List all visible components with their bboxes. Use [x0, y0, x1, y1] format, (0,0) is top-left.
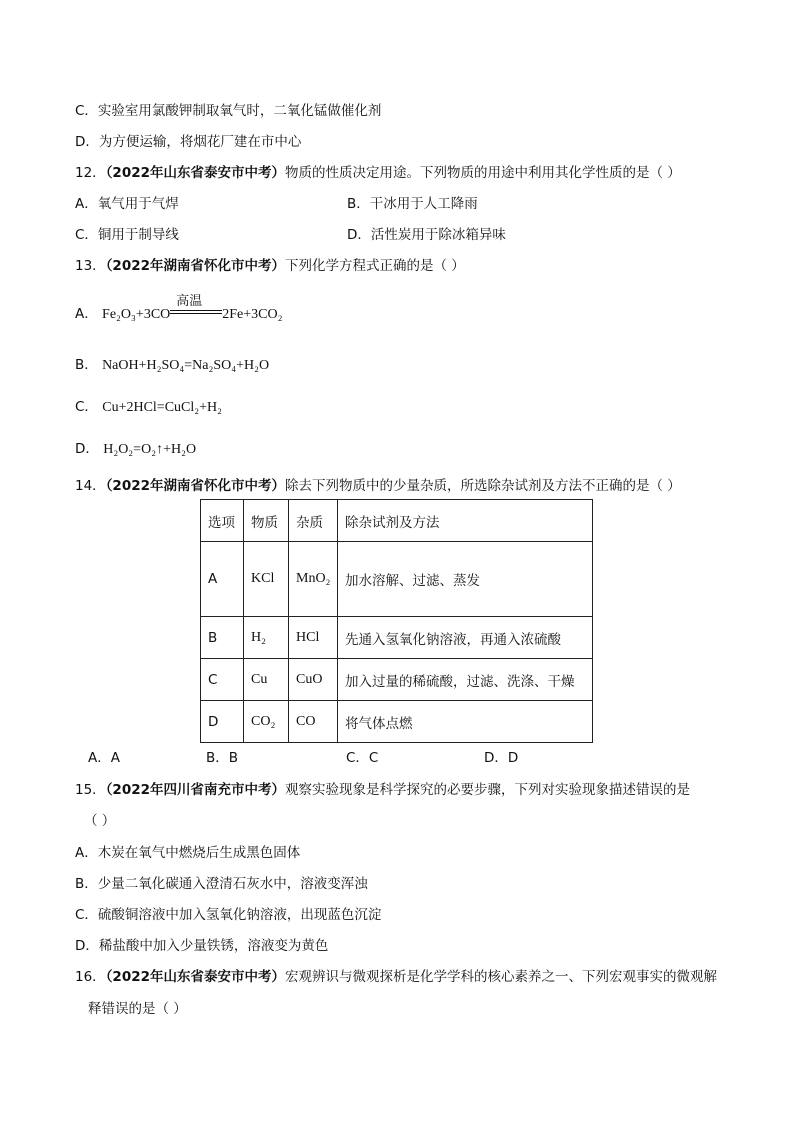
q14-option-a: A．A [88, 750, 120, 766]
table-cell: 先通入氢氧化钠溶液，再通入浓硫酸 [338, 617, 593, 659]
q14-stem: 除去下列物质中的少量杂质，所选除杂试剂及方法不正确的是（ ） [285, 478, 681, 494]
q15-answer-paren: （ ） [84, 813, 116, 829]
table-header-row [201, 500, 593, 542]
q13-option-b-equation: NaOH+H₂SO₄=Na₂SO₄+H₂O [102, 358, 270, 373]
q16-number: 16． [75, 969, 106, 985]
q13-option-b [75, 355, 269, 376]
table-cell: 将气体点燃 [338, 701, 593, 743]
q16-stem-continued: 释错误的是（ ） [88, 1001, 187, 1017]
q16-stem: 宏观辨识与微观探析是化学学科的核心素养之一、下列宏观事实的微观解 [285, 969, 718, 985]
table-cell: H₂ [244, 617, 289, 659]
q12-stem: 物质的性质决定用途。下列物质的用途中利用其化学性质的是（ ） [285, 165, 681, 181]
table-cell: 加水溶解、过滤、蒸发 [338, 542, 593, 617]
q14-option-c: C．C [346, 750, 379, 766]
q12-option-a: A．氧气用于气焊 [75, 196, 179, 212]
table-cell: CuO [289, 659, 338, 701]
reaction-condition-text: 高温 [176, 294, 203, 309]
q14-option-d: D．D [484, 750, 519, 766]
table-header-cell: 杂质 [289, 500, 338, 542]
q14-source: （2022年湖南省怀化市中考） [105, 478, 286, 494]
table-row [201, 701, 593, 743]
table-cell: B [201, 617, 244, 659]
q16-stem-line [75, 967, 717, 987]
q13-stem-line [75, 256, 465, 276]
table-cell: D [201, 701, 244, 743]
equals-bar-bottom [170, 313, 222, 314]
q13-option-d-equation: H₂O₂=O₂↑+H₂O [103, 442, 197, 457]
impurity-removal-table [200, 499, 593, 743]
q13-option-c-equation: Cu+2HCl=CuCl₂+H₂ [102, 400, 223, 415]
q13-source: （2022年湖南省怀化市中考） [105, 258, 286, 274]
table-cell: 加入过量的稀硫酸，过滤、洗涤、干燥 [338, 659, 593, 701]
q13-option-a-reactants: Fe₂O₃+3CO [102, 307, 171, 322]
q12-option-c: C．铜用于制导线 [75, 227, 179, 243]
q15-option-a: A．木炭在氧气中燃烧后生成黑色固体 [75, 845, 301, 861]
table-cell: CO₂ [244, 701, 289, 743]
q15-stem: 观察实验现象是科学探究的必要步骤，下列对实验现象描述错误的是 [285, 782, 691, 798]
q12-option-d: D．活性炭用于除冰箱异味 [347, 227, 506, 243]
table-row [201, 617, 593, 659]
table-row [201, 542, 593, 617]
table-cell: C [201, 659, 244, 701]
q13-option-a [75, 294, 283, 325]
table-header-cell: 物质 [244, 500, 289, 542]
q13-stem: 下列化学方程式正确的是（ ） [285, 258, 465, 274]
table-cell: MnO₂ [289, 542, 338, 617]
q15-number: 15． [75, 782, 106, 798]
q13-option-a-products: 2Fe+3CO₂ [222, 307, 283, 322]
reaction-condition-arrow [170, 294, 222, 324]
q15-source: （2022年四川省南充市中考） [105, 782, 286, 798]
table-cell: A [201, 542, 244, 617]
q14-stem-line [75, 476, 681, 496]
table-row [201, 659, 593, 701]
q15-stem-line [75, 780, 690, 800]
q13-option-c-label: C． [75, 399, 98, 415]
equals-bar-top [170, 310, 222, 311]
q15-option-d: D．稀盐酸中加入少量铁锈，溶液变为黄色 [75, 938, 329, 954]
q12-number: 12． [75, 165, 106, 181]
q15-option-b: B．少量二氧化碳通入澄清石灰水中，溶液变浑浊 [75, 876, 368, 892]
q13-number: 13． [75, 258, 106, 274]
q13-option-a-label: A． [75, 306, 98, 322]
q11-option-d: D．为方便运输，将烟花厂建在市中心 [75, 134, 302, 150]
q14-number: 14． [75, 478, 106, 494]
q14-option-b: B．B [206, 750, 239, 766]
table-cell: Cu [244, 659, 289, 701]
q13-option-d [75, 439, 196, 460]
q15-option-c: C．硫酸铜溶液中加入氢氧化钠溶液，出现蓝色沉淀 [75, 907, 382, 923]
q13-option-c [75, 397, 222, 418]
q11-option-c: C．实验室用氯酸钾制取氧气时，二氧化锰做催化剂 [75, 103, 382, 119]
q12-source: （2022年山东省泰安市中考） [105, 165, 286, 181]
table-cell: KCl [244, 542, 289, 617]
q12-option-b: B．干冰用于人工降雨 [347, 196, 478, 212]
q12-stem-line [75, 163, 681, 183]
q13-option-b-label: B． [75, 357, 98, 373]
table-header-cell: 选项 [201, 500, 244, 542]
table-cell: HCl [289, 617, 338, 659]
table-cell: CO [289, 701, 338, 743]
q16-source: （2022年山东省泰安市中考） [105, 969, 286, 985]
q13-option-d-label: D． [75, 441, 99, 457]
table-header-cell: 除杂试剂及方法 [338, 500, 593, 542]
